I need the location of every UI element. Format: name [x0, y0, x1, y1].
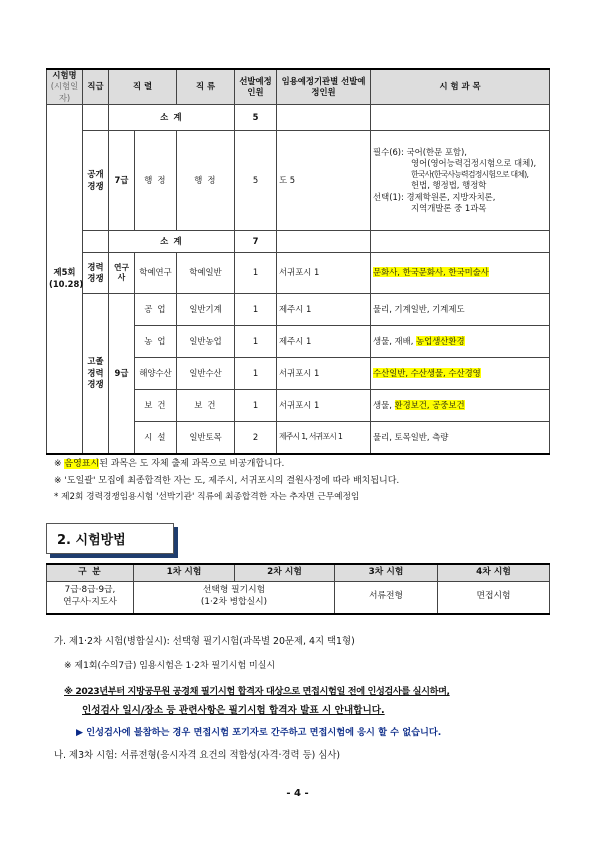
section-title: 2. 시험방법 — [46, 523, 174, 554]
header-stage-3: 3차 시험 — [335, 564, 438, 582]
subjects-cell: 필수(6): 국어(한문 포함), 영어(영어능력검정시험으로 대체), 한국사(한국사능력검정시험으로 대체), 헌법, 행정법, 행정학 선택(1): 경제학원론, 지방자치론, 지역개발론 중 1과목 — [371, 131, 550, 231]
job-type-cell: 일반토목 — [177, 422, 235, 454]
subtotal-label: 소 계 — [109, 231, 235, 253]
job-type-cell: 일반농업 — [177, 326, 235, 358]
rank-cell: 9급 — [109, 294, 135, 454]
table-header-row — [47, 564, 550, 582]
subtotal-label: 소 계 — [109, 105, 235, 131]
header-exam-round: 시험명 (시험일자) — [47, 69, 83, 105]
job-group-cell: 행 정 — [135, 131, 177, 231]
job-type-cell: 행 정 — [177, 131, 235, 231]
item-ga: 가. 제1·2차 시험(병합실시): 선택형 필기시험(과목별 20문제, 4지 택1형) — [54, 636, 355, 647]
category-cell: 경력경쟁 — [83, 253, 109, 294]
header-rank: 직급 — [83, 69, 109, 105]
subjects-cell: 생물, 재배, 농업생산환경 — [371, 326, 550, 358]
recruitment-table — [46, 68, 550, 455]
header-stage-4: 4차 시험 — [438, 564, 550, 582]
header-job-group: 직 렬 — [109, 69, 177, 105]
rank-cell: 연구사 — [109, 253, 135, 294]
table-row — [47, 294, 550, 326]
agency-cell: 도 5 — [277, 131, 371, 231]
job-group-cell: 공 업 — [135, 294, 177, 326]
table-row — [47, 582, 550, 614]
document-screening-cell: 서류전형 — [335, 582, 438, 614]
exam-round-cell: 제5회 (10.28) — [47, 105, 83, 454]
agency-cell: 서귀포시 1 — [277, 358, 371, 390]
job-type-cell: 학예일반 — [177, 253, 235, 294]
subjects-cell: 문화사, 한국문화사, 한국미술사 — [371, 253, 550, 294]
job-type-cell: 보 건 — [177, 390, 235, 422]
exam-method-table — [46, 563, 550, 615]
table-row — [47, 131, 550, 231]
note-career-exam: * 제2회 경력경쟁임용시험 '선박기관' 직류에 최종합격한 자는 추자면 근무예정임 — [54, 492, 360, 502]
agency-cell: 제주시 1 — [277, 326, 371, 358]
count-cell: 1 — [235, 358, 277, 390]
row-label: 7급·8급·9급, 연구사·지도사 — [47, 582, 134, 614]
agency-cell: 서귀포시 1 — [277, 253, 371, 294]
header-agency-count: 임용예정기관별 선발예정인원 — [277, 69, 371, 105]
count-cell: 2 — [235, 422, 277, 454]
job-type-cell: 일반기계 — [177, 294, 235, 326]
job-group-cell: 해양수산 — [135, 358, 177, 390]
job-group-cell: 보 건 — [135, 390, 177, 422]
note-shaded-subjects: ※ 음영표시된 과목은 도 자체 출제 과목으로 비공개합니다. — [54, 459, 285, 469]
job-group-cell: 농 업 — [135, 326, 177, 358]
note-round1: ※ 제1회(수의7급) 임용시험은 1·2차 필기시험 미실시 — [64, 661, 276, 671]
header-selection-count: 선발예정인원 — [235, 69, 277, 105]
subjects-cell: 수산일반, 수산생물, 수산경영 — [371, 358, 550, 390]
header-stage-2: 2차 시험 — [235, 564, 335, 582]
count-cell: 1 — [235, 326, 277, 358]
personality-test-warning: ▶ 인성검사에 불참하는 경우 면접시험 포기자로 간주하고 면접시험에 응시 할 수 없습니다. — [76, 727, 442, 738]
rank-cell: 7급 — [109, 131, 135, 231]
table-row — [47, 253, 550, 294]
category-cell: 고졸경력경쟁 — [83, 294, 109, 454]
subjects-cell: 생물, 환경보건, 공중보건 — [371, 390, 550, 422]
category-cell: 공개경쟁 — [83, 131, 109, 231]
item-na: 나. 제3차 시험: 서류전형(응시자격 요건의 적합성(자격·경력 등) 심사) — [54, 750, 341, 761]
table-row — [47, 105, 550, 131]
table-row — [47, 231, 550, 253]
header-job-type: 직 류 — [177, 69, 235, 105]
count-cell: 5 — [235, 131, 277, 231]
table-header-row — [47, 69, 550, 105]
subjects-cell: 물리, 토목일반, 측량 — [371, 422, 550, 454]
header-stage-1: 1차 시험 — [134, 564, 235, 582]
written-exam-cell: 선택형 필기시험 (1·2차 병합실시) — [134, 582, 335, 614]
count-cell: 1 — [235, 253, 277, 294]
job-group-cell: 시 설 — [135, 422, 177, 454]
subtotal-value: 5 — [235, 105, 277, 131]
interview-cell: 면접시험 — [438, 582, 550, 614]
subjects-cell: 물리, 기계일반, 기계제도 — [371, 294, 550, 326]
personality-test-notice-2: 인성검사 일시/장소 등 관련사항은 필기시험 합격자 발표 시 안내합니다. — [82, 705, 385, 716]
page-number: - 4 - — [286, 788, 309, 799]
header-subjects: 시 험 과 목 — [371, 69, 550, 105]
agency-cell: 서귀포시 1 — [277, 390, 371, 422]
job-group-cell: 학예연구 — [135, 253, 177, 294]
count-cell: 1 — [235, 294, 277, 326]
personality-test-notice-1: ※ 2023년부터 지방공무원 공경채 필기시험 합격자 대상으로 면접시험일 전에 인성검사를 실시하며, — [64, 686, 450, 697]
subtotal-value: 7 — [235, 231, 277, 253]
agency-cell: 제주시 1 — [277, 294, 371, 326]
job-type-cell: 일반수산 — [177, 358, 235, 390]
header-category: 구 분 — [47, 564, 134, 582]
agency-cell: 제주시 1, 서귀포시 1 — [277, 422, 371, 454]
note-placement: ※ '도일괄' 모집에 최종합격한 자는 도, 제주시, 서귀포시의 결원사정에 따라 배치됩니다. — [54, 476, 400, 486]
count-cell: 1 — [235, 390, 277, 422]
